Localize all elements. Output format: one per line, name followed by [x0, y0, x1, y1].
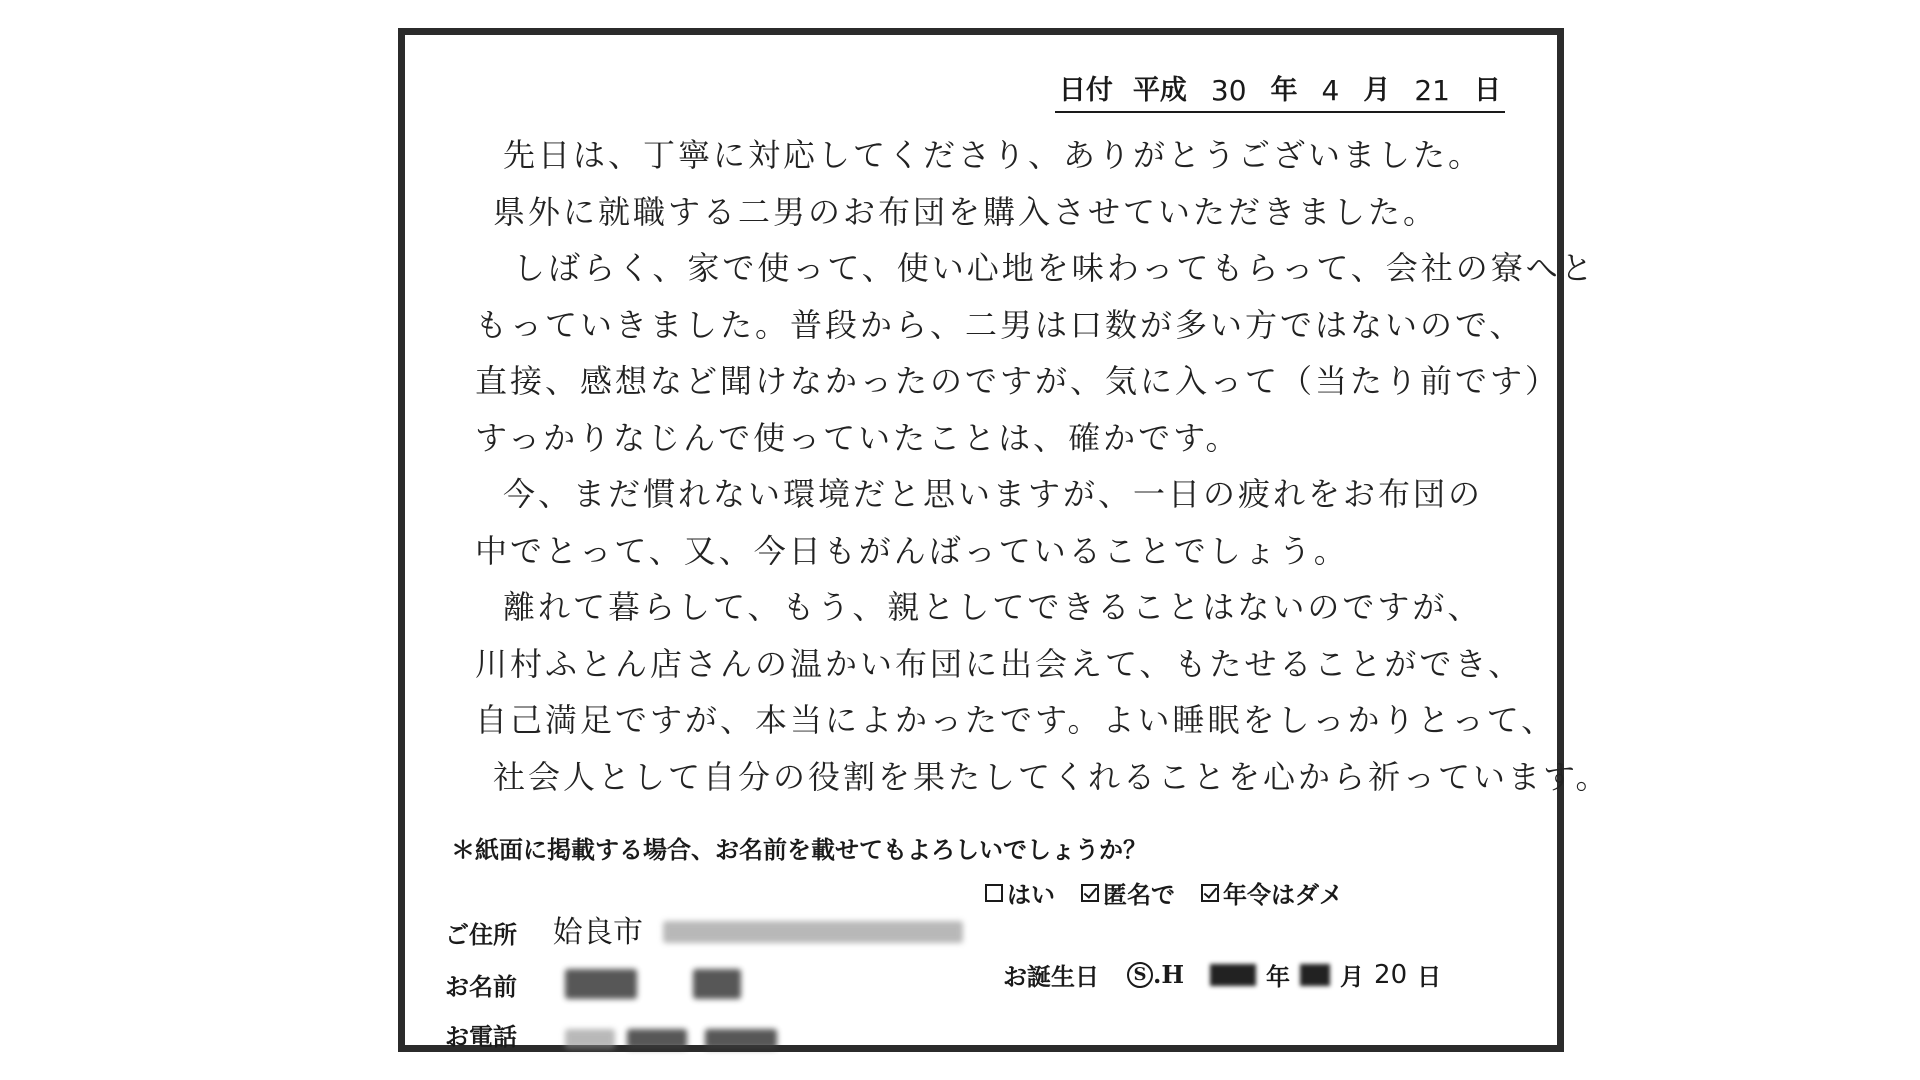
birthday-year-redaction [1210, 964, 1256, 986]
letter-line: 直接、感想など聞けなかったのですが、気に入って（当たり前です） [475, 362, 1561, 400]
option-no-age-checkbox[interactable] [1201, 884, 1219, 902]
feedback-card [398, 28, 1611, 1052]
option-anonymous[interactable] [1081, 875, 1175, 910]
birthday-day: 20 [1374, 959, 1408, 990]
publication-options [985, 875, 1343, 910]
letter-line: 先日は、丁寧に対応してくださり、ありがとうございました。 [503, 136, 1484, 174]
birthday-era [1127, 960, 1184, 989]
option-anonymous-checkbox[interactable] [1081, 884, 1099, 902]
letter-line: 川村ふとん店さんの温かい布団に出会えて、もたせることができ、 [475, 644, 1524, 683]
date-era: 平成 [1132, 75, 1187, 106]
name-redaction-given [693, 969, 741, 999]
letter-line: 社会人として自分の役割を果たしてくれることを心から祈っています。 [493, 757, 1611, 796]
letter-line: 県外に就職する二男のお布団を購入させていただきました。 [493, 192, 1439, 231]
birthday-month-redaction [1300, 964, 1330, 986]
date-day: 21 [1414, 74, 1450, 107]
letter-line: すっかりなじんで使っていたことは、確かです。 [475, 418, 1241, 457]
date-year: 30 [1210, 74, 1247, 107]
address-label: ご住所 [445, 920, 517, 949]
birthday-year-unit: 年 [1266, 962, 1291, 991]
birthday-month-unit: 月 [1340, 962, 1365, 991]
phone-redaction-1 [565, 1029, 615, 1049]
birthday-era-circled: S [1127, 962, 1153, 988]
option-yes[interactable] [985, 875, 1055, 910]
birthday-day-unit: 日 [1417, 962, 1442, 991]
letter-line: 離れて暮らして、もう、親としてできることはないのですが、 [503, 588, 1483, 626]
letter-body [475, 127, 1611, 805]
address-value: 姶良市 [553, 915, 643, 950]
option-no-age-label: 年令はダメ [1223, 880, 1343, 909]
letter-line: もっていきました。普段から、二男は口数が多い方ではないので、 [475, 305, 1525, 344]
option-no-age[interactable] [1201, 875, 1343, 910]
phone-redaction-2 [627, 1029, 687, 1049]
date-day-unit: 日 [1474, 75, 1501, 106]
option-yes-checkbox[interactable] [985, 884, 1003, 902]
option-anonymous-label: 匿名で [1103, 880, 1175, 909]
name-redaction-family [565, 969, 637, 999]
birthday-era-other: .H [1153, 960, 1185, 989]
date-row [1055, 67, 1505, 113]
phone-label: お電話 [445, 1022, 517, 1051]
letter-line: しばらく、家で使って、使い心地を味わってもらって、会社の寮へと [513, 249, 1596, 287]
option-yes-label: はい [1007, 880, 1055, 909]
birthday-label: お誕生日 [1003, 962, 1099, 991]
address-redaction [663, 921, 963, 943]
letter-line: 今、まだ慣れない環境だと思いますが、一日の疲れをお布団の [503, 475, 1484, 513]
date-month-unit: 月 [1363, 75, 1391, 106]
date-month: 4 [1321, 74, 1340, 107]
phone-redaction-3 [705, 1029, 777, 1049]
birthday-row [1003, 957, 1441, 992]
date-year-unit: 年 [1270, 75, 1298, 106]
letter-line: 自己満足ですが、本当によかったです。よい睡眠をしっかりとって、 [475, 701, 1557, 739]
name-label: お名前 [445, 972, 517, 1001]
publication-question: ＊紙面に掲載する場合、お名前を載せてもよろしいでしょうか？ [451, 835, 1147, 864]
date-label: 日付 [1058, 75, 1113, 106]
letter-line: 中でとって、又、今日もがんばっていることでしょう。 [475, 531, 1349, 570]
